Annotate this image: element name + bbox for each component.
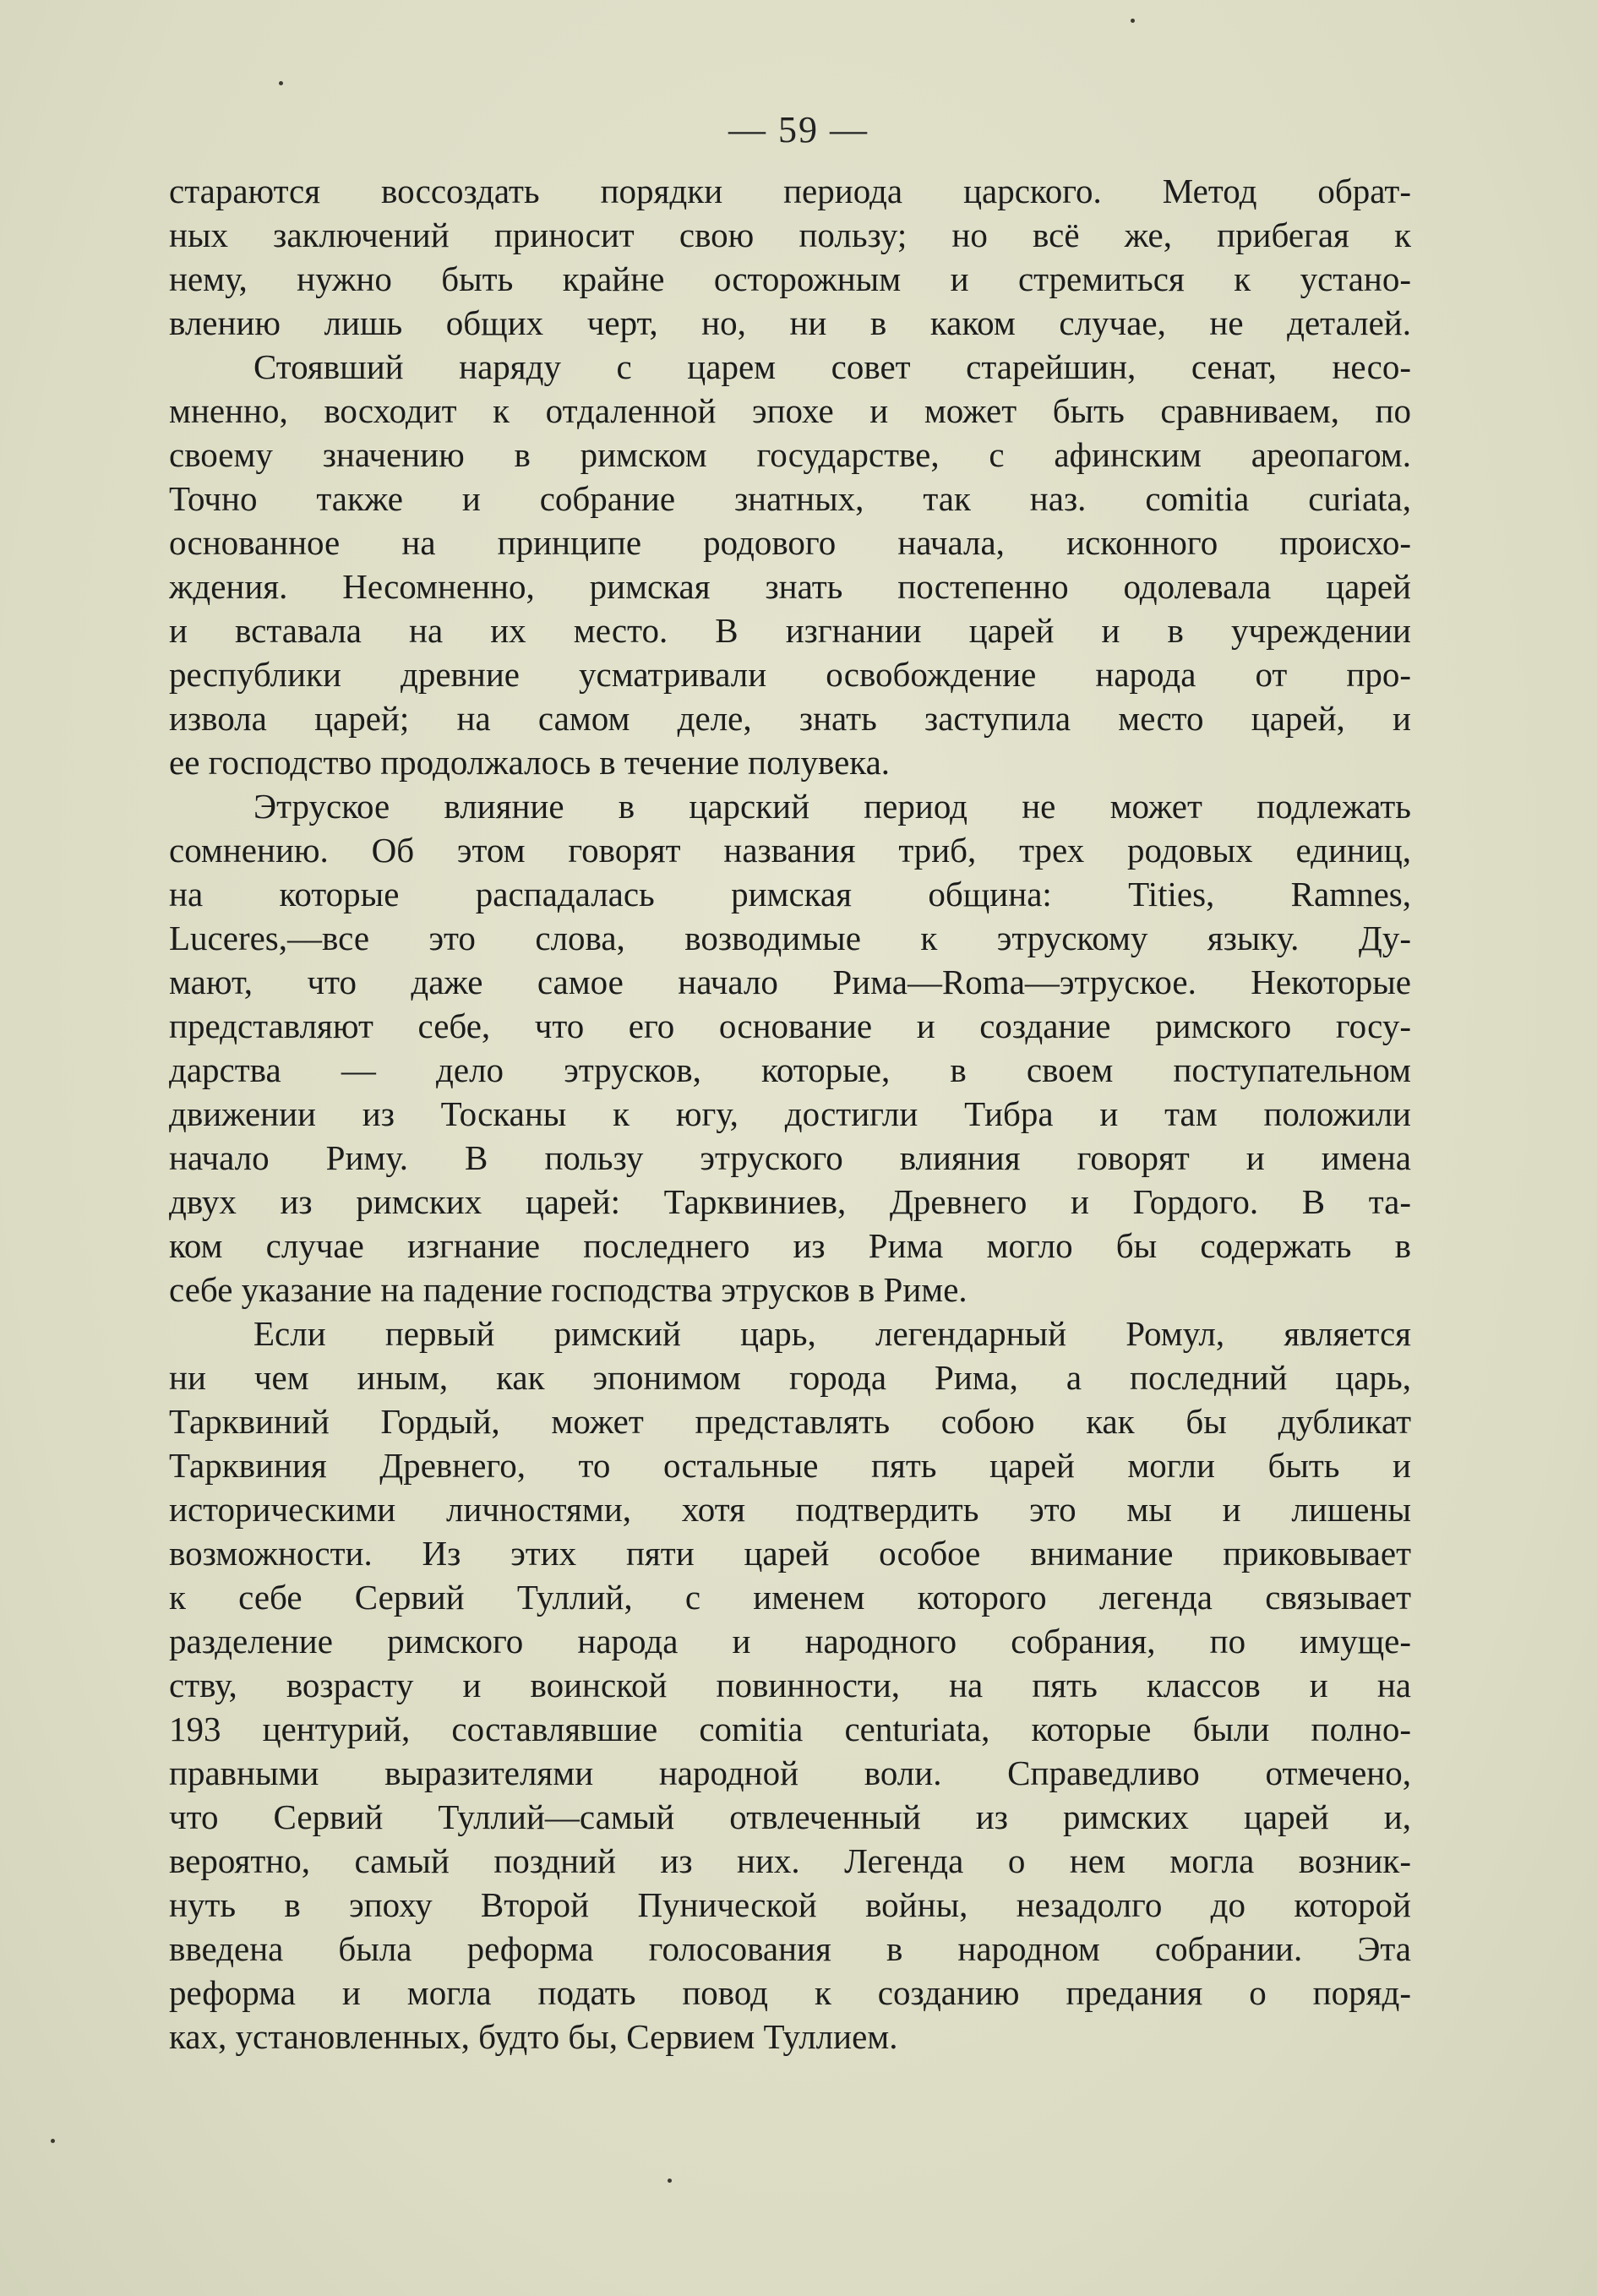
page-number: — 59 — [728,109,869,150]
paper-speck [51,2139,55,2143]
text-line: разделение римского народа и народного собрания, по имуще- [169,1622,1411,1661]
text-line: влению лишь общих черт, но, ни в каком случае, не деталей. [169,303,1411,342]
text-line: стараются воссоздать порядки периода царского. Метод обрат- [169,172,1411,210]
text-line: начало Риму. В пользу этруского влияния говорят и имена [169,1138,1411,1177]
text-line: ных заключений приносит свою пользу; но всё же, прибегая к [169,215,1411,254]
text-line: Стоявший наряду с царем совет старейшин, сенат, несо- [253,347,1411,386]
text-line: вероятно, самый поздний из них. Легенда о нем могла возник- [169,1841,1411,1880]
text-line: 193 центурий, составлявшие comitia centuriata, которые были полно- [169,1710,1411,1748]
paper-speck [279,81,283,85]
text-line: возможности. Из этих пяти царей особое внимание приковывает [169,1534,1411,1573]
text-line: республики древние усматривали освобождение народа от про- [169,655,1411,694]
text-line: извола царей; на самом деле, знать заступила место царей, и [169,699,1411,738]
text-line: мают, что даже самое начало Рима—Roma—этруское. Некоторые [169,963,1411,1001]
text-line: ее господство продолжалось в течение полувека. [169,743,891,782]
text-line: ком случае изгнание последнего из Рима могло бы содержать в [169,1226,1411,1265]
text-line: Если первый римский царь, легендарный Ромул, является [253,1314,1411,1353]
body-text [169,169,1411,2059]
text-line: введена была реформа голосования в народном собрании. Эта [169,1929,1411,1968]
text-line: дарства — дело этрусков, которые, в своем поступательном [169,1050,1411,1089]
text-line: Тарквиний Гордый, может представлять собою как бы дубликат [169,1402,1411,1441]
text-line: нуть в эпоху Второй Пунической войны, незадолго до которой [169,1885,1411,1924]
text-line: сомнению. Об этом говорят названия триб, трех родовых единиц, [169,831,1411,870]
text-line: что Сервий Туллий—самый отвлеченный из римских царей и, [169,1797,1411,1836]
paper-speck [668,2179,672,2183]
text-line: основанное на принципе родового начала, исконного происхо- [169,523,1411,562]
text-line: ждения. Несомненно, римская знать постепенно одолевала царей [169,567,1411,606]
text-line: на которые распадалась римская община: Tities, Ramnes, [169,875,1411,913]
text-line: Этруское влияние в царский период не может подлежать [253,787,1411,826]
text-line: ству, возрасту и воинской повинности, на пять классов и на [169,1666,1411,1704]
text-line: реформа и могла подать повод к созданию предания о поряд- [169,1973,1411,2012]
text-line: Точно также и собрание знатных, так наз. comitia curiata, [169,479,1411,518]
text-line: мненно, восходит к отдаленной эпохе и может быть сравниваем, по [169,391,1411,430]
text-line: двух из римских царей: Тарквиниев, Древнего и Гордого. В та- [169,1182,1411,1221]
text-line: ках, установленных, будто бы, Сервием Туллием. [169,2017,898,2056]
text-line: ни чем иным, как эпонимом города Рима, а последний царь, [169,1358,1411,1397]
text-line: Тарквиния Древнего, то остальные пять царей могли быть и [169,1446,1411,1485]
text-line: движении из Тосканы к югу, достигли Тибра и там положили [169,1094,1411,1133]
text-line: к себе Сервий Туллий, с именем которого легенда связывает [169,1578,1411,1617]
text-line: представляют себе, что его основание и создание римского госу- [169,1006,1411,1045]
text-line: своему значению в римском государстве, с афинским ареопагом. [169,435,1411,474]
text-line: нему, нужно быть крайне осторожным и стремиться к устано- [169,259,1411,298]
text-line: Luceres,—все это слова, возводимые к этрускому языку. Ду- [169,919,1411,957]
text-line: себе указание на падение господства этрусков в Риме. [169,1270,967,1309]
paper-speck [1131,19,1135,23]
text-line: и вставала на их место. В изгнании царей и в учреждении [169,611,1411,650]
text-line: правными выразителями народной воли. Справедливо отмечено, [169,1753,1411,1792]
text-line: историческими личностями, хотя подтвердить это мы и лишены [169,1490,1411,1529]
